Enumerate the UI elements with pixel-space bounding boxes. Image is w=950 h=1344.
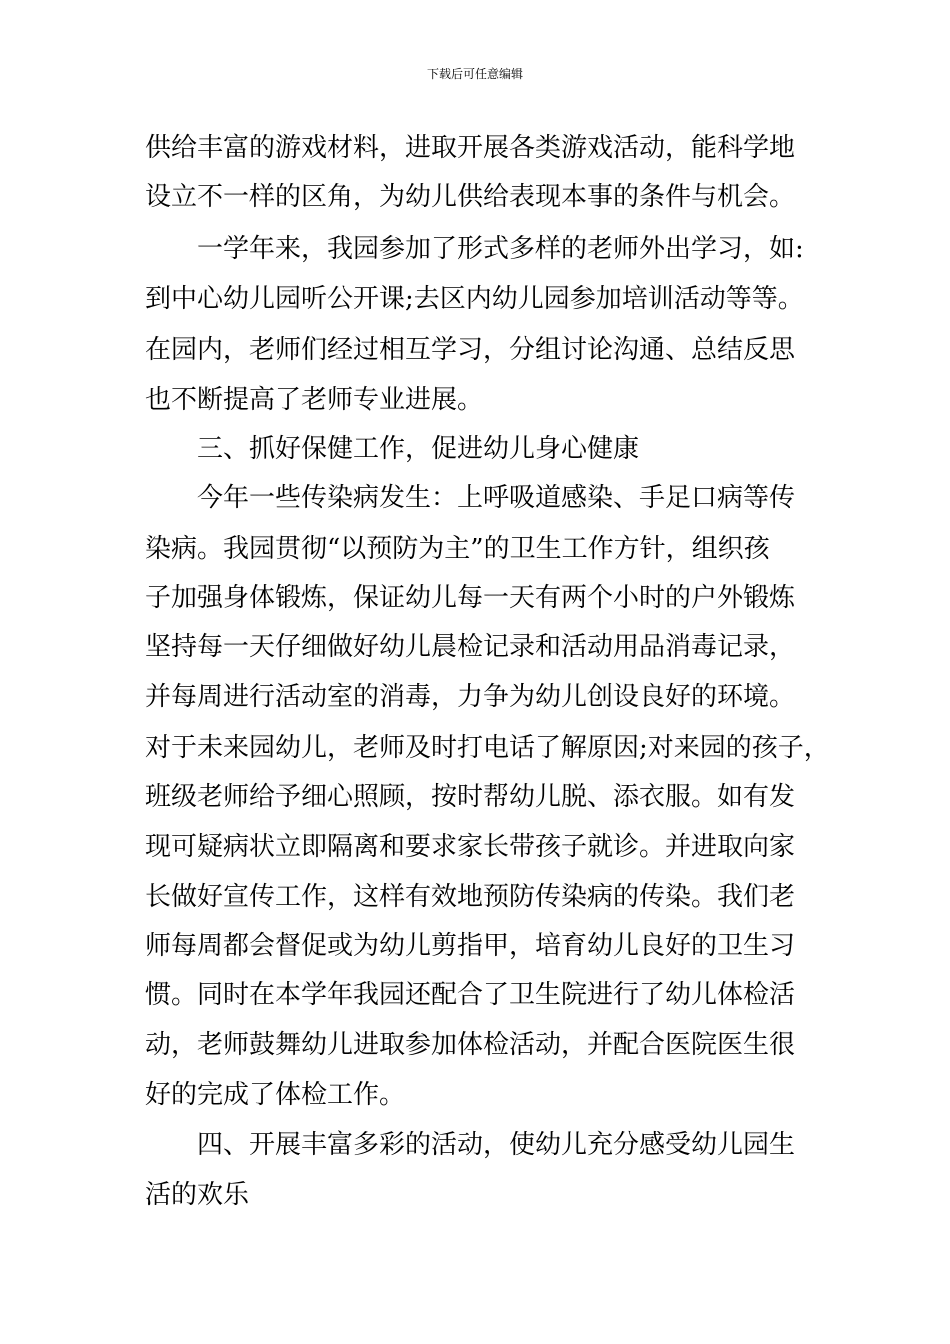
text-line: 一学年来，我园参加了形式多样的老师外出学习，如: — [197, 234, 804, 264]
text-line: 也不断提高了老师专业进展。 — [145, 385, 484, 415]
text-line: 设立不一样的区角，为幼儿供给表现本事的条件与机会。 — [145, 182, 796, 212]
text-line: 动，老师鼓舞幼儿进取参加体检活动，并配合医院医生很 — [145, 1030, 796, 1060]
text-line: 对于未来园幼儿，老师及时打电话了解原因;对来园的孩子， — [145, 733, 830, 763]
section-heading: 三、抓好保健工作，促进幼儿身心健康 — [197, 434, 640, 464]
page-header: 下载后可任意编辑 — [426, 67, 523, 81]
text-line: 班级老师给予细心照顾，按时帮幼儿脱、添衣服。如有发 — [145, 782, 796, 812]
text-line: 好的完成了体检工作。 — [145, 1080, 406, 1110]
text-line: 坚持每一天仔细做好幼儿晨检记录和活动用品消毒记录， — [145, 632, 796, 662]
text-line: 子加强身体锻炼，保证幼儿每一天有两个小时的户外锻炼 — [145, 583, 796, 613]
text-line: 到中心幼儿园听公开课;去区内幼儿园参加培训活动等等。 — [145, 284, 804, 314]
text-line: 染病。我园贯彻“以预防为主”的卫生工作方针，组织孩 — [145, 534, 770, 564]
text-line: 长做好宣传工作，这样有效地预防传染病的传染。我们老 — [145, 882, 796, 912]
text-line: 惯。同时在本学年我园还配合了卫生院进行了幼儿体检活 — [145, 980, 796, 1010]
text-line: 供给丰富的游戏材料，进取开展各类游戏活动，能科学地 — [145, 133, 796, 163]
text-line: 今年一些传染病发生：上呼吸道感染、手足口病等传 — [197, 483, 796, 513]
text-line: 活的欢乐 — [145, 1180, 250, 1210]
text-line: 在园内，老师们经过相互学习，分组讨论沟通、总结反思 — [145, 335, 796, 365]
text-line: 并每周进行活动室的消毒，力争为幼儿创设良好的环境。 — [145, 682, 796, 712]
text-line: 师每周都会督促或为幼儿剪指甲，培育幼儿良好的卫生习 — [145, 931, 796, 961]
section-heading: 四、开展丰富多彩的活动，使幼儿充分感受幼儿园生 — [197, 1130, 796, 1160]
text-line: 现可疑病状立即隔离和要求家长带孩子就诊。并进取向家 — [145, 832, 796, 862]
